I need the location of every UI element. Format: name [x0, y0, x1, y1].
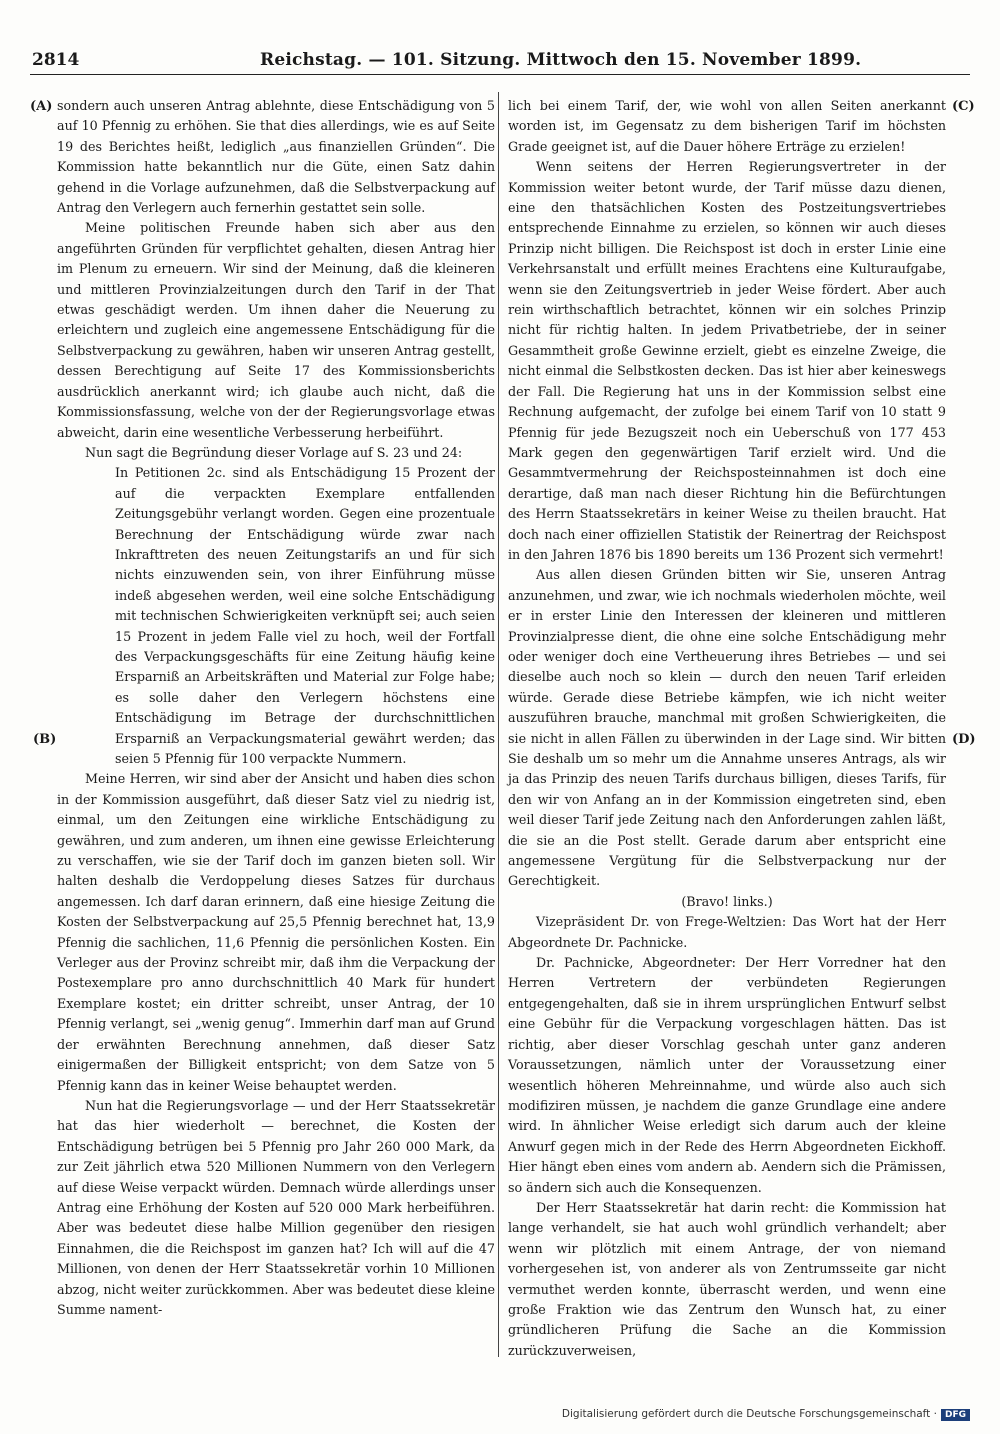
right-paragraph-3: Aus allen diesen Gründen bitten wir Sie, unseren Antrag anzunehmen, und zwar, wie ich nochmals wiederholen möchte, weil er in erster Linie den Interessen der kleineren und mittleren Provinzialpresse dient, die ohne eine solche Entschädigung mehr oder weniger doch eine Vertheuerung ihres Betriebes — und sei dieselbe auch noch so klein — durch den neuen Tarif erleiden würde. Gerade diese Betriebe kämpfen, wie ich nicht weiter auszuführen brauche, manchmal mit großen Schwierigkeiten, die sie nicht in allen Fällen zu überwinden in der Lage sind. Wir bitten Sie deshalb um so mehr um die Annahme unseres Antrags, als wir ja das Prinzip des neuen Tarifs durchaus billigen, dieses Tarifs, für den wir von Anfang an in der Kommission eingetreten sind, eben weil dieser Tarif jede Zeitung nach den Anforderungen zahlen läßt, die sie an die Post stellt. Gerade darum aber entspricht eine angemessene Vergütung für die Selbstverpackung nur der Gerechtigkeit.: [508, 567, 946, 889]
left-paragraph-2: Meine politischen Freunde haben sich aber aus den angeführten Gründen für verpflichtet gehalten, diesen Antrag hier im Plenum zu erneuern. Wir sind der Meinung, daß die kleineren und mittleren Provinzialzeitungen durch den Tarif in der That etwas geschädigt werden. Um ihnen daher die Neuerung zu erleichtern und zugleich eine angemessene Entschädigung für die Selbstverpackung zu gewähren, haben wir unseren Antrag gestellt, dessen Berechtigung auf Seite 17 des Kommissionsberichts ausdrücklich anerkannt wird; ich glaube auch nicht, daß die Kommissionsfassung, welche von der der Regierungsvorlage etwas abweicht, darin eine wesentliche Verbesserung herbeiführt.: [57, 220, 495, 440]
right-paragraph-2: Wenn seitens der Herren Regierungsvertreter in der Kommission weiter betont wurde, der Tarif müsse dazu dienen, eine den thatsächlichen Kosten des Postzeitungsvertriebes entsprechende Einnahme zu erzielen, so können wir auch dieses Prinzip nicht billigen. Die Reichspost ist doch in erster Linie eine Verkehrsanstalt und erfüllt meines Erachtens eine Kulturaufgabe, wenn sie den Zeitungsvertrieb in jeder Weise fördert. Aber auch rein wirthschaftlich betrachtet, können wir ein solches Prinzip nicht für richtig halten. In jedem Privatbetriebe, der in seiner Gesammtheit große Gewinne erzielt, giebt es einzelne Zweige, die nicht einmal die Selbstkosten decken. Das ist hier aber keineswegs der Fall. Die Regierung hat uns in der Kommission selbst eine Rechnung aufgemacht, der zufolge bei einem Tarif von 10 statt 9 Pfennig für jede Bezugszeit noch ein Ueberschuß von 177 453 Mark gegen den gegenwärtigen Tarif erzielt wird. Und die Gesammtvermehrung der Reichsposteinnahmen ist doch eine derartige, daß man nach dieser Richtung hin die Befürchtungen des Herrn Staatssekretärs in keiner Weise zu theilen braucht. Hat doch nach einer offiziellen Statistik der Reinertrag der Reichspost in den Jahren 1876 bis 1890 bereits um 136 Prozent sich vermehrt!: [508, 159, 946, 562]
margin-letter-b: (B): [33, 732, 57, 747]
dfg-logo: DFG: [941, 1409, 970, 1421]
applause-note: (Bravo! links.): [681, 893, 773, 909]
left-quote: In Petitionen 2c. sind als Entschädigung 15 Prozent der auf die verpackten Exemplare entfallenden Zeitungsgebühr verlangt worden. Gegen eine prozentuale Berechnung der Entschädigung würde zwar nach Inkrafttreten des neuen Zeitungstarifs an und für sich nichts einzuwenden sein, von ihrer Einführung müsse indeß abgesehen werden, weil eine solche Entschädigung mit technischen Schwierigkeiten verknüpft sei; auch seien 15 Prozent in jedem Falle viel zu hoch, weil der Fortfall des Verpackungsgeschäfts für eine Zeitung häufig keine Ersparniß an Arbeitskräften und Material zur Folge habe; es solle daher den Verlegern höchstens eine Entschädigung im Betrage der durchschnittlichen Ersparniß an Verpackungsmaterial gewährt werden; das seien 5 Pfennig für 100 verpackte Nummern.: [115, 465, 495, 766]
running-head: Reichstag. — 101. Sitzung. Mittwoch den 15. November 1899.: [260, 50, 862, 70]
right-paragraph-4: Vizepräsident Dr. von Frege-Weltzien: Das Wort hat der Herr Abgeordnete Dr. Pachnicke.: [508, 914, 946, 950]
right-paragraph-5: Dr. Pachnicke, Abgeordneter: Der Herr Vorredner hat den Herren Vertretern der verbündeten Regierungen entgegengehalten, daß sie in ihrem ursprünglichen Entwurf selbst eine Gebühr für die Verpackung vorgeschlagen hätten. Das ist richtig, aber dieser Vorschlag geschah unter ganz anderen Voraussetzungen, nämlich unter der Voraussetzung einer wesentlich höheren Mehreinnahme, und würde also auch sich modifiziren müssen, je nachdem die ganze Grundlage eine andere wird. In ähnlicher Weise erledigt sich darum auch der kleine Anwurf gegen mich in der Rede des Herrn Abgeordneten Eickhoff. Hier hängt eben eines vom andern ab. Aendern sich die Prämissen, so ändern sich auch die Konsequenzen.: [508, 955, 946, 1195]
left-paragraph-1: sondern auch unseren Antrag ablehnte, diese Entschädigung von 5 auf 10 Pfennig zu erhöhen. Sie that dies allerdings, wie es auf Seite 19 des Berichtes heißt, lediglich „aus finanziellen Gründen“. Die Kommission hatte bekanntlich nur die Güte, einen Satz dahin gehend in die Vorlage aufzunehmen, daß die Selbstverpackung auf Antrag den Verlegern auch fernerhin gestattet sein solle.: [57, 98, 495, 216]
page-header: [30, 50, 970, 75]
footer: [562, 1408, 970, 1421]
column-divider: [498, 92, 499, 1357]
left-paragraph-3: Nun sagt die Begründung dieser Vorlage auf S. 23 und 24:: [85, 444, 463, 460]
right-paragraph-1: lich bei einem Tarif, der, wie wohl von allen Seiten anerkannt worden ist, im Gegensatz zu dem bisherigen Tarif im höchsten Grade geeignet ist, auf die Dauer höhere Erträge zu erzielen!: [508, 98, 946, 154]
right-paragraph-6: Der Herr Staatssekretär hat darin recht: die Kommission hat lange verhandelt, sie hat auch wohl gründlich verhandelt; aber wenn wir plötzlich mit einem Antrage, der von niemand vorhergesehen ist, von anderer als von Zentrumsseite gar nicht vermuthet werden konnte, überrascht werden, und wenn eine große Fraktion wie das Zentrum den Wunsch hat, zu einer gründlicheren Prüfung die Sache an die Kommission zurückzuverweisen,: [508, 1199, 946, 1358]
margin-letter-a: (A): [30, 99, 53, 114]
page-number: 2814: [32, 50, 80, 70]
left-paragraph-5: Nun hat die Regierungsvorlage — und der Herr Staatssekretär hat das hier wiederholt — berechnet, die Kosten der Entschädigung betrügen bei 5 Pfennig pro Jahr 260 000 Mark, da zur Zeit jährlich etwa 520 Millionen Nummern von den Verlegern auf diese Weise verpackt würden. Demnach würde allerdings unser Antrag eine Erhöhung der Kosten auf 520 000 Mark herbeiführen. Aber was bedeutet diese halbe Million gegenüber den riesigen Einnahmen, die die Reichspost im ganzen hat? Ich will auf die 47 Millionen, von denen der Herr Staatssekretär vorhin 10 Millionen abzog, nicht weiter zurückkommen. Aber was bedeutet diese kleine Summe nament-: [57, 1097, 495, 1317]
left-paragraph-4: Meine Herren, wir sind aber der Ansicht und haben dies schon in der Kommission ausgeführt, daß dieser Satz viel zu niedrig ist, einmal, um den Zeitungen eine wirkliche Entschädigung zu gewähren, und zum anderen, um ihnen eine gewisse Erleichterung zu verschaffen, wie sie der Tarif doch im ganzen bieten soll. Wir halten deshalb die Verdoppelung dieses Satzes für durchaus angemessen. Ich darf daran erinnern, daß eine hiesige Zeitung die Kosten der Selbstverpackung auf 25,5 Pfennig berechnet hat, 13,9 Pfennig die sachlichen, 11,6 Pfennig die persönlichen Kosten. Ein Verleger aus der Provinz schreibt mir, daß ihm die Verpackung der Postexemplare pro anno durchschnittlich 40 Mark für hundert Exemplare kostet; ein dritter schreibt, unser Antrag, der 10 Pfennig verlangt, sei „wenig genug“. Immerhin darf man auf Grund der erwähnten Berechnung annehmen, daß dieser Satz einigermaßen der Billigkeit entspricht; von dem Satze von 5 Pfennig kann das in keiner Weise behauptet werden.: [57, 771, 495, 1093]
margin-letter-d: (D): [952, 732, 976, 747]
right-column: [508, 96, 946, 1361]
left-column: [57, 96, 495, 1320]
footer-credit: Digitalisierung gefördert durch die Deutsche Forschungsgemeinschaft ·: [561, 1408, 937, 1420]
margin-letter-c: (C): [952, 99, 975, 114]
